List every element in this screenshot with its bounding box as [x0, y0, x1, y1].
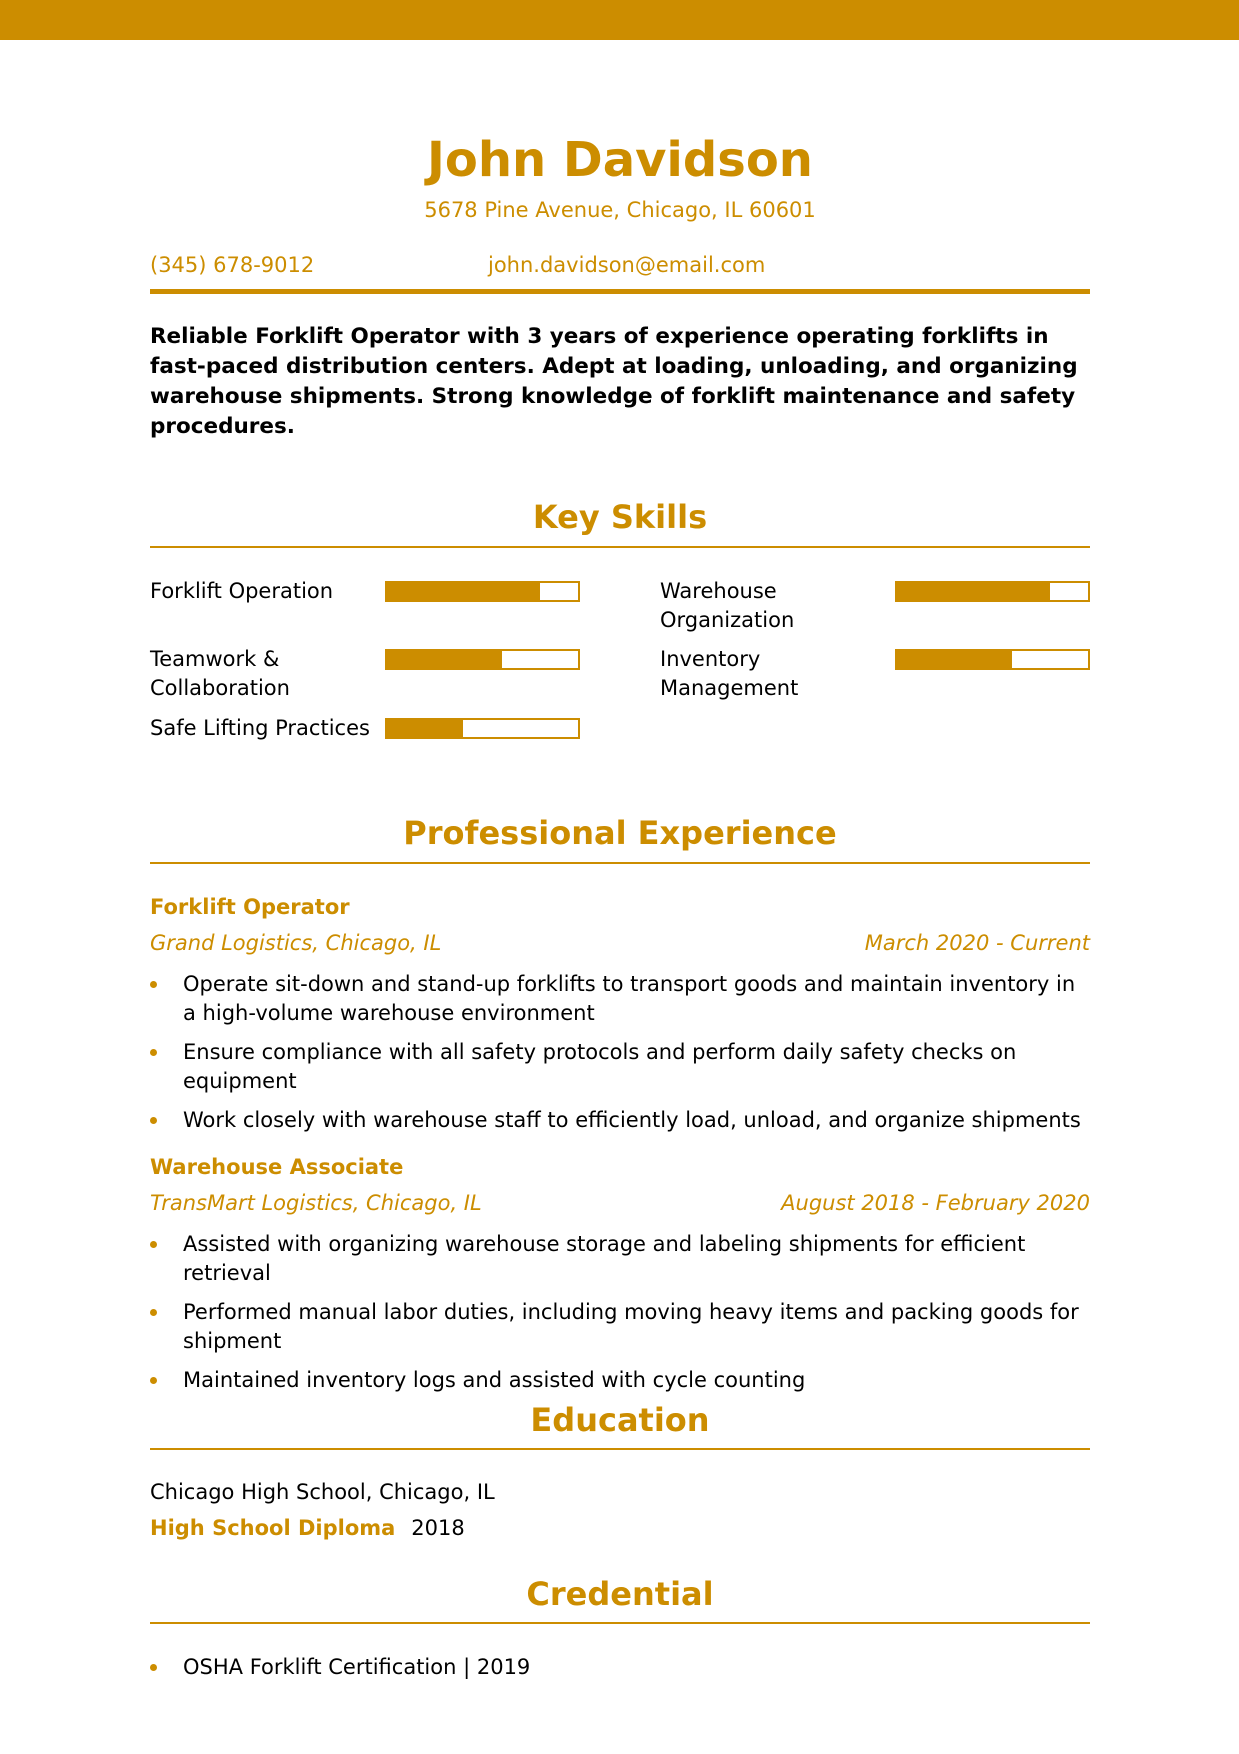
- job-company: Grand Logistics, Chicago, IL: [150, 931, 442, 955]
- section-title-credential: Credential: [526, 1575, 714, 1613]
- job-title: Forklift Operator: [150, 895, 350, 919]
- phone-number: (345) 678-9012: [150, 253, 315, 277]
- education-school: Chicago High School, Chicago, IL: [150, 1480, 495, 1504]
- skill-bar: [895, 649, 1090, 670]
- bullet-icon: [150, 1377, 157, 1384]
- education-degree-line: [150, 1514, 465, 1542]
- skill-bar: [385, 718, 580, 739]
- skill-bar-fill: [387, 720, 463, 737]
- bullet-text: Assisted with organizing warehouse storage and labeling shipments for efficient retrieval: [183, 1232, 1026, 1285]
- skill-bar: [895, 581, 1090, 602]
- list-item: [150, 970, 1090, 1028]
- email-address: john.davidson@email.com: [488, 253, 766, 277]
- bullet-icon: [150, 1049, 157, 1056]
- job-title: Warehouse Associate: [150, 1155, 404, 1179]
- bullet-text: Work closely with warehouse staff to efficiently load, unload, and organize shipments: [183, 1108, 1081, 1132]
- header-divider: [150, 289, 1090, 294]
- list-item: [150, 1038, 1090, 1096]
- professional-summary: Reliable Forklift Operator with 3 years of experience operating forklifts in fast-paced distribution centers. Adept at loading, unloading, and organizing warehouse shipments. Strong knowledge of forklift maintenance and safety procedures.: [150, 324, 1078, 439]
- bullet-icon: [150, 981, 157, 988]
- skill-label: Safe Lifting Practices: [150, 716, 370, 740]
- list-item: [150, 1298, 1090, 1356]
- section-title-experience: Professional Experience: [403, 814, 837, 852]
- skill-bar: [385, 649, 580, 670]
- section-divider-credential: [150, 1622, 1090, 1624]
- skill-bar-fill: [387, 583, 540, 600]
- job-dates: March 2020 - Current: [864, 931, 1090, 955]
- credential-list: [150, 1653, 1090, 1692]
- section-title-education: Education: [530, 1401, 710, 1439]
- top-accent-bar: [0, 0, 1239, 40]
- bullet-text: Maintained inventory logs and assisted with cycle counting: [183, 1368, 806, 1392]
- job-company: TransMart Logistics, Chicago, IL: [150, 1191, 482, 1215]
- list-item: [150, 1230, 1090, 1288]
- section-divider-skills: [150, 546, 1090, 548]
- job-bullet-list: [150, 1230, 1090, 1405]
- section-title-skills: Key Skills: [532, 498, 708, 536]
- skill-label: Inventory Management: [660, 647, 799, 700]
- skill-bar: [385, 581, 580, 602]
- bullet-icon: [150, 1241, 157, 1248]
- skill-label: Teamwork & Collaboration: [150, 647, 290, 700]
- bullet-icon: [150, 1117, 157, 1124]
- section-divider-education: [150, 1448, 1090, 1450]
- bullet-icon: [150, 1309, 157, 1316]
- skill-bar-fill: [897, 651, 1012, 668]
- skill-label: Warehouse Organization: [660, 579, 795, 632]
- job-bullet-list: [150, 970, 1090, 1145]
- skill-bar-fill: [387, 651, 502, 668]
- list-item: [150, 1366, 1090, 1395]
- list-item: [150, 1106, 1090, 1135]
- candidate-name: John Davidson: [427, 132, 813, 188]
- job-dates: August 2018 - February 2020: [781, 1191, 1090, 1215]
- bullet-text: Operate sit-down and stand-up forklifts to transport goods and maintain inventory in a high-volume warehouse environment: [183, 972, 1076, 1025]
- education-degree: High School Diploma: [150, 1516, 396, 1540]
- bullet-icon: [150, 1664, 157, 1671]
- skill-bar-fill: [897, 583, 1050, 600]
- credential-text: OSHA Forklift Certification | 2019: [183, 1655, 531, 1679]
- bullet-text: Ensure compliance with all safety protocols and perform daily safety checks on equipment: [183, 1040, 1017, 1093]
- list-item: [150, 1653, 1090, 1682]
- education-year: 2018: [411, 1516, 465, 1540]
- bullet-text: Performed manual labor duties, including moving heavy items and packing goods for shipment: [183, 1300, 1079, 1353]
- section-divider-experience: [150, 862, 1090, 864]
- candidate-address: 5678 Pine Avenue, Chicago, IL 60601: [424, 198, 816, 222]
- skill-label: Forklift Operation: [150, 579, 334, 603]
